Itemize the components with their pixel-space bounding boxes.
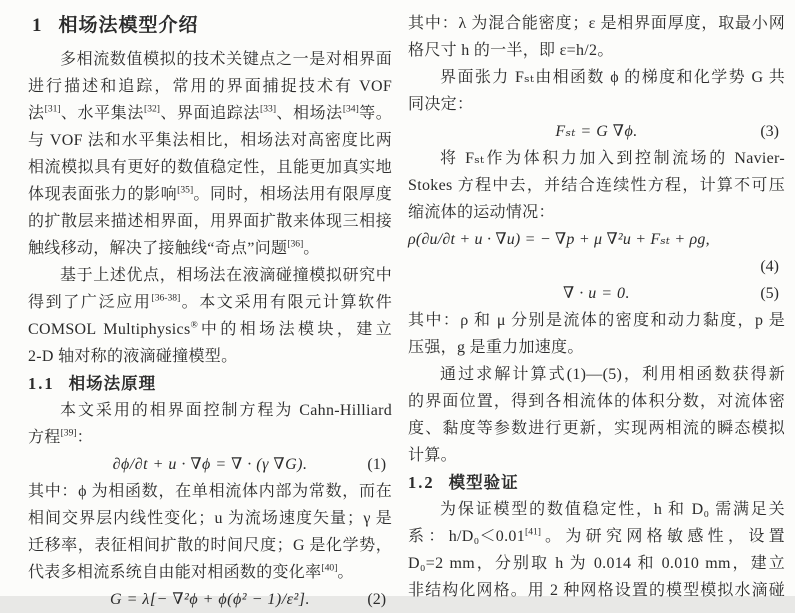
subsection-title: 模型验证 [448,473,519,492]
text-line: 触线移动，解决了接触线“奇点”问题[36]。 [28,238,320,257]
paragraph [408,496,785,604]
text-line: 代表多相流系统自由能对相函数的变化率[40]。 [28,562,354,581]
text-line: 系：h/D₀＜0.01[41]。为研究网格敏感性，设置 [408,526,785,545]
text-line: 体现表面张力的影响[35]。同时，相场法用有限厚度 [28,184,393,203]
equation-2 [28,586,392,613]
paragraph [28,46,392,262]
text-line: 为保证模型的数值稳定性，h 和 D₀ 需满足关 [440,501,785,518]
text-line: 将 Fₛₜ作为体积力加入到控制流场的 Navier- [440,150,785,167]
equation-expression: Fₛₜ = G ∇ϕ. [555,123,638,140]
equation-number: (3) [760,123,779,140]
text-line: 进行描述和追踪，常用的界面捕捉技术有 VOF [28,78,393,95]
subsection-number: 1.2 [408,473,435,492]
text-line: 方程[39]： [28,427,93,446]
text-line: Stokes 方程中去，并结合连续性方程，计算不可压 [408,177,785,194]
subsection-title: 相场法原理 [68,374,157,393]
text-line: 本文采用的相界面控制方程为 Cahn-Hilliard [60,402,393,419]
text-line: 相流模拟具有更好的数值稳定性，且能更加真实地 [28,159,393,176]
equation-1 [28,451,392,478]
text-line: D₀=2 mm，分别取 h 为 0.014 和 0.010 mm，建立 [408,555,785,572]
left-column [28,8,393,608]
text-line: 通过求解计算式(1)—(5)，利用相函数获得新 [440,366,785,383]
text-line: 相间交界层内线性变化；u 为流场速度矢量；γ 是 [28,510,393,527]
text-line: 压强，g 是重力加速度。 [408,339,584,356]
paragraph [28,262,392,370]
equation-expression: G = λ[− ∇²ϕ + ϕ(ϕ² − 1)/ε²]. [110,591,310,608]
text-line: 的扩散层来描述相界面，用界面扩散来体现三相接 [28,213,393,230]
equation-expression: ∇ · u = 0. [563,285,630,302]
section-title: 相场法模型介绍 [58,15,199,36]
text-line: 法[31]、水平集法[32]、界面追踪法[33]、相场法[34]等。 [28,103,393,122]
right-column [408,8,785,599]
paragraph [408,64,785,118]
text-line: 其中：ρ 和 μ 分别是流体的密度和动力黏度，p 是 [408,312,785,329]
subsection-heading [408,469,785,496]
equation-3 [408,118,785,145]
text-line: 多相流数值模拟的技术关键点之一是对相界面 [60,51,393,68]
text-line: 其中：λ 为混合能密度；ε 是相界面厚度，取最小网 [408,15,785,32]
section-heading [32,10,392,42]
equation-number: (2) [367,591,387,608]
equation-number: (1) [367,456,387,473]
subsection-heading [28,370,392,397]
text-line: 界面张力 Fₛₜ由相函数 ϕ 的梯度和化学势 G 共 [440,69,785,86]
paragraph [408,10,785,64]
text-line: 迁移率，表征相间扩散的时间尺度；G 是化学势， [28,537,393,554]
text-line: 的界面位置，得到各相流体的体积分数，对流体密 [408,393,785,410]
text-line: 缩流体的运动情况： [408,204,555,221]
text-line: 度、黏度等参数进行更新，实现两相流的瞬态模拟 [408,420,785,437]
paragraph [408,307,785,361]
paragraph [28,397,392,451]
subsection-number: 1.1 [28,374,55,393]
equation-number: (5) [760,285,779,302]
paragraph [28,478,392,586]
paragraph [408,145,785,226]
equation-4-number: (4) [760,258,779,275]
equation-5 [408,280,785,307]
text-line: 其中：ϕ 为相函数，在单相流体内部为常数，而在 [28,483,393,500]
paragraph [408,361,785,469]
text-line: 2-D 轴对称的液滴碰撞模型。 [28,348,238,365]
equation-expression: ∂ϕ/∂t + u · ∇ϕ = ∇ · (γ ∇G). [112,456,308,473]
equation-4-expression: ρ(∂u/∂t + u · ∇u) = − ∇p + μ ∇²u + Fₛₜ + ρg, [408,231,710,248]
text-line: 基于上述优点，相场法在液滴碰撞模拟研究中 [60,267,393,284]
text-line: 同决定： [408,96,474,113]
section-number: 1 [32,15,43,36]
text-line: 计算。 [408,447,457,464]
text-line: 格尺寸 h 的一半，即 ε=h/2。 [408,42,614,59]
text-line: 得到了广泛应用[36-38]。本文采用有限元计算软件 [28,292,393,311]
text-line: 非结构化网格。用 2 种网格设置的模型模拟水滴碰 [408,582,785,599]
text-line: 与 VOF 法和水平集法相比，相场法对高密度比两 [28,132,393,149]
text-line: COMSOL Multiphysics®中的相场法模块，建立 [28,319,393,338]
